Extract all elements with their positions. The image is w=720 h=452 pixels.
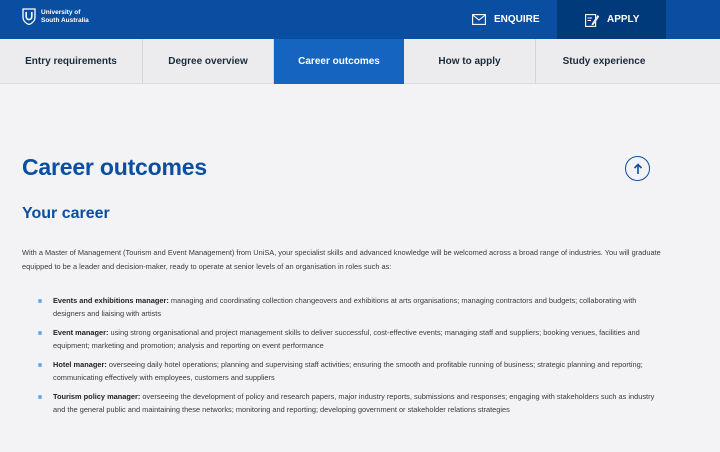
scroll-to-top-button[interactable] <box>625 156 650 181</box>
intro-paragraph: With a Master of Management (Tourism and Event Management) from UniSA, your specialist skills and advanced knowledge will be welcomed across a broad range of industries. You will graduate equipped to be a leader and decision-maker, ready to operate at senior levels of an organisation in roles such as: <box>22 248 661 271</box>
career-description: overseeing daily hotel operations; planning and supervising staff activities; ensuring the smooth and profitable running of business; strategic planning and reporting; communicating effectively with employees, customers and suppliers <box>53 359 643 382</box>
apply-label: APPLY <box>607 14 640 25</box>
enquire-label: ENQUIRE <box>494 14 540 25</box>
career-description: managing and coordinating collection changeovers and exhibitions at arts organisations; managing contractors and budgets; collaborating with designers and liaising with artists <box>53 296 637 318</box>
university-logo[interactable] <box>22 8 89 25</box>
bullet-icon <box>38 299 42 303</box>
list-item <box>38 327 658 353</box>
arrow-up-icon <box>633 163 643 175</box>
top-bar <box>0 0 720 39</box>
university-name-line2: South Australia <box>41 16 89 24</box>
edit-document-icon <box>585 13 599 27</box>
career-title: Hotel manager: <box>53 359 107 369</box>
career-title: Event manager: <box>53 327 109 337</box>
university-name-line1: University of <box>41 9 81 16</box>
tab-study-experience[interactable]: Study experience <box>562 56 646 67</box>
list-item <box>38 359 658 385</box>
tab-career-outcomes[interactable]: Career outcomes <box>274 39 404 84</box>
section-heading: Your career <box>22 205 110 222</box>
envelope-icon <box>472 14 486 25</box>
enquire-button[interactable] <box>472 0 540 39</box>
university-name <box>41 9 89 24</box>
tab-degree-overview[interactable]: Degree overview <box>143 39 274 84</box>
list-item <box>38 295 658 321</box>
career-list <box>38 295 658 423</box>
career-description: overseeing the development of policy and research papers, major industry reports, submissions and responses; engaging with stakeholders such as industry and the general public and maintaining these networks; monitoring and reporting; developing government or stakeholder relations strategies <box>53 391 655 414</box>
career-title: Tourism policy manager: <box>53 391 141 401</box>
page-title: Career outcomes <box>22 154 207 180</box>
bullet-icon <box>38 395 42 399</box>
unisa-logo-icon <box>22 8 36 25</box>
bullet-icon <box>38 331 42 335</box>
bullet-icon <box>38 363 42 367</box>
list-item <box>38 391 658 417</box>
career-description: using strong organisational and project management skills to deliver successful, cost-effective events; managing staff and suppliers; booking venues, facilities and equipment; marketing and promotion; analysis and reporting on event performance <box>53 327 640 350</box>
career-title: Events and exhibitions manager: <box>53 296 169 305</box>
section-tabs <box>0 39 720 84</box>
tab-how-to-apply[interactable]: How to apply <box>404 39 536 84</box>
apply-button[interactable] <box>557 0 666 39</box>
tab-entry-requirements[interactable]: Entry requirements <box>0 39 143 84</box>
